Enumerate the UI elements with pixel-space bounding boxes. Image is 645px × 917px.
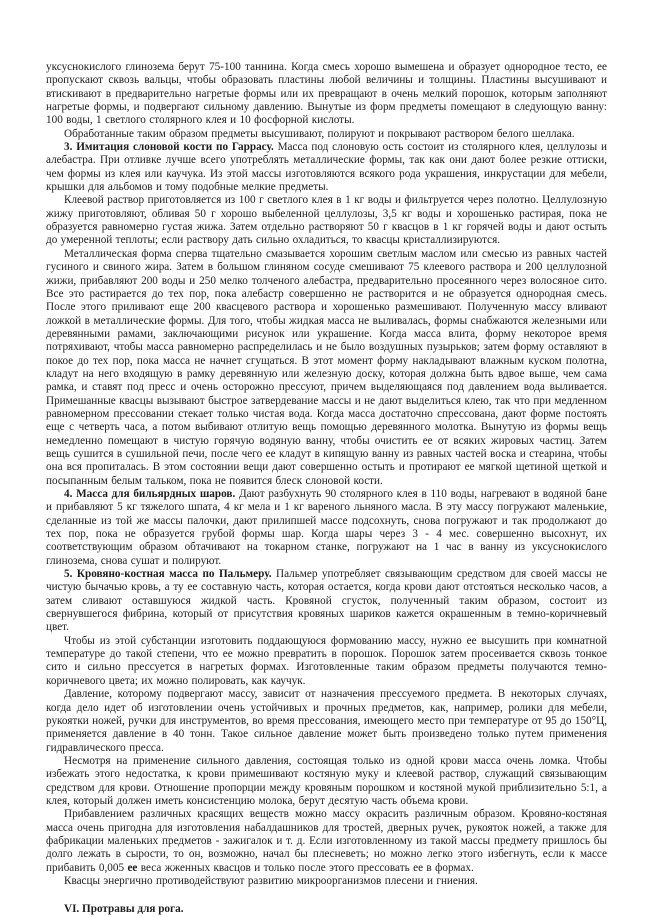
section-3-title: 3. Имитация слоновой кости по Гаррасу. (64, 141, 274, 154)
paragraph-text: Металлическая форма сперва тщательно смазывается хорошим светлым маслом или смесью из равных частей гусиного и свиного жира. Затем в большом глиняном сосуде смешивают 75 клеевого раствора и 200 целлулозной жижи, прибавляют 200 воды и 250 мелко толченого алебастра, предварительно просеянного через волосяное сито. Все это растирается до тех пор, пока алебастр совершенно не растворится и не образуется однородная смесь. После этого приливают еще 200 квасцевого раствора и хорошенько размешивают. Полученную массу вливают ложкой в металлические формы. Для того, чтобы жидкая масса не выливалась, формы снабжаются железными или деревянными рамами, заключающими рисунок или украшение. Когда масса влита, форму некоторое время потряхивают, чтобы масса равномерно распределилась и не было воздушных пузырьков; затем форму оставляют в покое до тех пор, пока масса не начнет сгущаться. В этот момент форму накладывают влажным куском полотна, кладут на него входящую в рамку деревянную или железную доску, которая должна быть вдвое выше, чем сама рамка, и ставят под пресс и очень осторожно прессуют, причем выделяющаяся под давлением вода выливается. Примешанные квасцы вызывают быстрое затвердевание массы и не дают выделиться клею, так что при медленном равномерном прессовании стекает только чистая вода. Когда масса достаточно спрессована, дают форме постоять еще с четверть часа, а потом выбивают отлитую вещь помощью деревянного молотка. Вынутую из формы вещь немедленно помещают в чистую горячую водяную ванну, чтобы очистить ее от всяких жировых частиц. Затем вещь сушится в сушильной печи, после чего ее кладут в кипящую ванну из равных частей воска и стеарина, чтобы она вся пропиталась. В этом состоянии вещи дают совершенно остыть и протирают ее мягкой щетиной щеткой и посыпанным белым тальком, пока не появится блеск слоновой кости. (46, 247, 607, 487)
emphasized-word: ее (127, 861, 138, 874)
paragraph-text: Пальмер употребляет связывающим средством для своей массы не чистую бычачью кровь, а ту ее составную часть, которая остается, когда крови дают отстояться несколько часов, а затем сливают оставшуюся жидкой часть. Кровяной сгусток, полученный таким образом, состоит из свернувшегося фибрина, который от присутствия кровяных шариков кажется окрашенным в темно-коричневый цвет. (46, 568, 608, 634)
paragraph-brittleness-remedy (46, 755, 607, 808)
paragraph-text: Обработанные таким образом предметы высушивают, полируют и покрывают раствором белого шеллака. (64, 127, 575, 140)
section-4-title: 4. Масса для бильярдных шаров. (64, 488, 236, 500)
paragraph-text: Квасцы энергично противодействуют развитию микроорганизмов плесени и гниения. (64, 874, 478, 887)
paragraph-text: веса жженных квасцов и только после этого прессовать ее в формах. (137, 861, 474, 874)
paragraph-powder-pressing (46, 635, 607, 688)
paragraph-text: Дают разбухнуть 90 столярного клея в 110 воды, нагревают в водяной бане и прибавляют 5 кг тяжелого шпата, 4 кг мела и 1 кг вареного льняного масла. В эту массу погружают маленькие, сделанные из той же массы палочки, дают прилипшей массе подсохнуть, снова погружают и так продолжают до тех пор, пока не образуется грубой формы шар. Когда шары через 3 - 4 мес. совершенно высохнут, их соответствующим образом обтачивают на токарном станке, погружают на 1 час в ванну из уксуснокислого глинозема, снова сушат и полируют. (46, 488, 607, 567)
section-5-blood-bone-mass-paragraph (46, 568, 607, 635)
paragraph-text: Прибавлением различных красящих веществ можно массу окрасить различным образом. Кровяно-костяная масса очень пригодна для изготовления набалдашников для тростей, дверных ручек, рукояток ножей, а также для фабрикации маленьких предметов - зажигалок и т. д. Если изготовленному из такой массы предмету пришлось бы долго лежать в сырости, то он, возможно, начал бы плесневеть; но можно легко этого избегнуть, если к массе прибавить 0,005 (46, 808, 607, 874)
paragraph-text: уксуснокислого глинозема берут 75-100 таннина. Когда смесь хорошо вымешена и образует однородное тесто, ее пропускают сквозь вальцы, чтобы образовать пластины любой величины и толщины. Пластины высушивают и втискивают в предварительно нагретые формы или их превращают в очень мелкий порошок, которым заполняют нагретые формы, и подвергают сильному давлению. Вынутые из форм предметы помещают в следующую ванну: 100 воды, 1 светлого столярного клея и 10 фосфорной кислоты. (46, 61, 607, 127)
paragraph-text: Клеевой раствор приготовляется из 100 г светлого клея в 1 кг воды и фильтруется через полотно. Целлулозную жижу приготовляют, обливая 50 г хорошо выбеленной целлулозы, 3,5 кг воды и хорошенько растирая, пока не образуется равномерно густая жижа. Затем отдельно растворяют 50 г квасцов в 1 кг горячей воды и дают остыть до умеренной теплоты; если раствору дать сильно охладиться, то квасцы кристаллизируются. (46, 194, 607, 247)
heading-text: VI. Протравы для рога. (64, 903, 184, 916)
paragraph-tannin-continuation (46, 61, 607, 128)
section-4-billiard-balls-paragraph (46, 488, 607, 568)
paragraph-shellac-finish (46, 128, 607, 141)
paragraph-pressure-requirements (46, 688, 607, 755)
paragraph-alum-note (46, 875, 607, 888)
paragraph-text: Давление, которому подвергают массу, зависит от назначения прессуемого предмета. В некоторых случаях, когда дело идет об изготовлении очень устойчивых и прочных предметов, как, например, ролики для мебели, рукоятки ножей, ручки для инструментов, во время прессования, имеющего место при температуре от 95 до 150°Ц, применяется давление в 40 тонн. Такое сильное давление может быть произведено только путем применения гидравлического пресса. (46, 688, 607, 754)
paragraph-glue-solution (46, 194, 607, 247)
paragraph-metal-mold-process (46, 248, 607, 488)
section-3-ivory-imitation-paragraph (46, 141, 607, 194)
section-5-title: 5. Кровяно-костная масса по Пальмеру. (64, 568, 272, 581)
paragraph-coloring-applications (46, 808, 607, 875)
section-vi-heading (46, 903, 607, 916)
paragraph-text: Чтобы из этой субстанции изготовить поддающуюся формованию массу, нужно ее высушить при комнатной температуре до такой степени, что ее можно превратить в порошок. Порошок затем просеивается сквозь тонкое сито и сильно прессуется в нагретых формах. Изготовленные таким образом предметы получаются темно-коричневого цвета; их можно полировать, как каучук. (46, 634, 607, 687)
paragraph-text: Масса под слоновую ость состоит из столярного клея, целлулозы и алебастра. При отливке лучше всего употреблять металлические формы, так как они дают более резкие оттиски, чем формы из клея или каучука. Из этой массы изготовляются всякого рода украшения, инкрустации для мебели, крышки для альбомов и тому подобные мелкие предметы. (46, 141, 607, 194)
paragraph-text: Несмотря на применение сильного давления, состоящая только из одной крови масса очень ломка. Чтобы избежать этого недостатка, к крови примешивают костяную муку и клеевой раствор, служащий связывающим средством для крови. Отношение пропорции между кровяным порошком и костяной мукой приблизительно 5:1, а клея, который должен иметь консистенцию молока, берут десятую часть объема крови. (46, 754, 607, 807)
